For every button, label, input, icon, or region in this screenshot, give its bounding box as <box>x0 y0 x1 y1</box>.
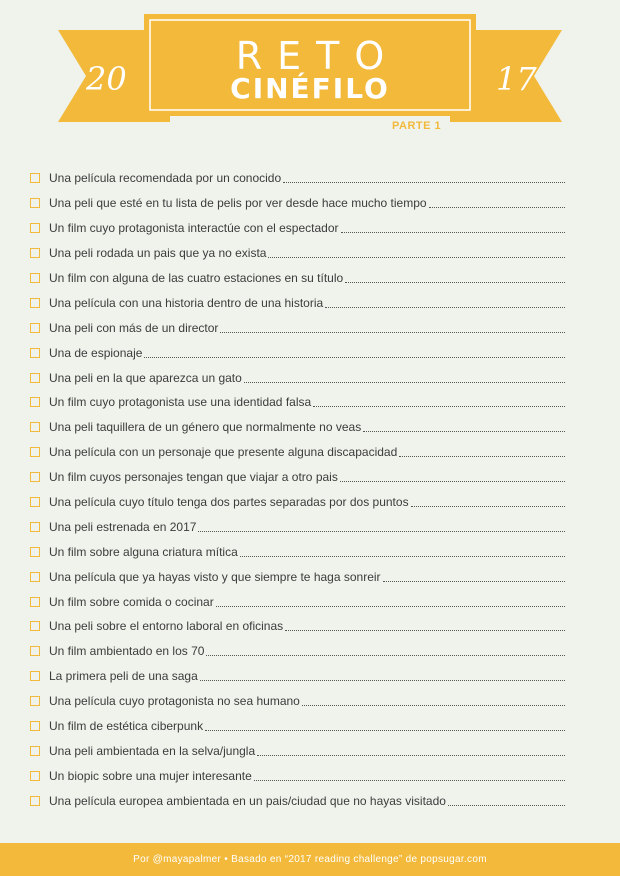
checklist-item <box>30 415 565 440</box>
dotted-leader <box>341 231 566 233</box>
checklist-item <box>30 689 565 714</box>
dotted-leader <box>448 804 565 806</box>
dotted-leader <box>302 704 565 706</box>
part-label: PARTE 1 <box>392 120 442 132</box>
checklist-item-label: Una película europea ambientada en un pais/ciudad que no hayas visitado <box>49 793 446 808</box>
dotted-leader <box>383 580 565 582</box>
checkbox[interactable] <box>30 298 40 308</box>
checklist-item-label: La primera peli de una saga <box>49 669 198 684</box>
checkbox[interactable] <box>30 173 40 183</box>
dotted-leader <box>429 206 565 208</box>
checklist-item <box>30 290 565 315</box>
checkbox[interactable] <box>30 198 40 208</box>
checklist-item <box>30 490 565 515</box>
checklist-item-label: Una película que ya hayas visto y que siempre te haga sonreir <box>49 569 381 584</box>
checkbox[interactable] <box>30 522 40 532</box>
checklist-item <box>30 465 565 490</box>
checkbox[interactable] <box>30 373 40 383</box>
checkbox[interactable] <box>30 348 40 358</box>
checklist-item-label: Un film sobre alguna criatura mítica <box>49 544 238 559</box>
footer-credit: Por @mayapalmer • Basado en “2017 reading challenge” de popsugar.com <box>133 854 487 865</box>
checklist-item-label: Una de espionaje <box>49 345 143 360</box>
checkbox[interactable] <box>30 621 40 631</box>
checkbox[interactable] <box>30 223 40 233</box>
dotted-leader <box>313 405 565 407</box>
checklist-item <box>30 266 565 291</box>
dotted-leader <box>399 455 565 457</box>
checklist-item-label: Un film con alguna de las cuatro estaciones en su título <box>49 271 344 285</box>
dotted-leader <box>363 430 565 432</box>
dotted-leader <box>268 256 565 258</box>
footer-bar <box>0 843 620 876</box>
checklist-item <box>30 664 565 689</box>
checklist-item-label: Una peli con más de un director <box>49 320 219 335</box>
checklist-item <box>30 166 565 191</box>
checklist-item-label: Una peli ambientada en la selva/jungla <box>49 743 256 758</box>
checklist-item-label: Una peli estrenada en 2017 <box>49 519 197 534</box>
dotted-leader <box>244 381 565 383</box>
checklist-item-label: Una peli taquillera de un género que normalmente no veas <box>49 420 362 435</box>
dotted-leader <box>411 505 565 507</box>
title-cinefilo: CINÉFILO <box>230 72 390 105</box>
checklist-item <box>30 788 565 813</box>
challenge-checklist <box>30 166 565 813</box>
checklist-item-label: Una película con un personaje que presente alguna discapacidad <box>49 445 398 460</box>
dotted-leader <box>205 729 565 731</box>
dotted-leader <box>257 754 565 756</box>
checklist-item <box>30 639 565 664</box>
dotted-leader <box>285 629 565 631</box>
checklist-item-label: Una peli en la que aparezca un gato <box>49 370 242 385</box>
checkbox[interactable] <box>30 646 40 656</box>
checklist-item <box>30 390 565 415</box>
checklist-item-label: Una película cuyo protagonista no sea humano <box>49 694 300 709</box>
checklist-item <box>30 564 565 589</box>
checklist-item-label: Una peli rodada un pais que ya no exista <box>49 246 267 261</box>
checkbox[interactable] <box>30 497 40 507</box>
checklist-item <box>30 763 565 788</box>
checkbox[interactable] <box>30 746 40 756</box>
dotted-leader <box>340 480 565 482</box>
dotted-leader <box>325 306 565 308</box>
checklist-item-label: Un film cuyo protagonista use una identidad falsa <box>49 395 312 410</box>
checkbox[interactable] <box>30 696 40 706</box>
checkbox[interactable] <box>30 771 40 781</box>
dotted-leader <box>144 356 565 358</box>
year-left: 20 <box>86 60 127 98</box>
checkbox[interactable] <box>30 447 40 457</box>
checklist-item-label: Una peli sobre el entorno laboral en oficinas <box>49 619 284 634</box>
checklist-item-label: Un film ambientado en los 70 <box>49 644 205 659</box>
checklist-item <box>30 614 565 639</box>
checklist-item-label: Un film cuyo protagonista interactúe con el espectador <box>49 221 339 236</box>
dotted-leader <box>345 281 565 283</box>
checkbox[interactable] <box>30 397 40 407</box>
checklist-item-label: Una película cuyo título tenga dos partes separadas por dos puntos <box>49 495 409 510</box>
checklist-item <box>30 340 565 365</box>
dotted-leader <box>254 779 565 781</box>
checklist-item <box>30 315 565 340</box>
checkbox[interactable] <box>30 671 40 681</box>
year-right: 17 <box>496 60 537 98</box>
checklist-item <box>30 514 565 539</box>
checklist-item <box>30 738 565 763</box>
checklist-item-label: Un biopic sobre una mujer interesante <box>49 768 252 783</box>
checklist-item <box>30 589 565 614</box>
checklist-item-label: Un film sobre comida o cocinar <box>49 594 214 609</box>
dotted-leader <box>240 555 565 557</box>
checklist-item <box>30 714 565 739</box>
checkbox[interactable] <box>30 796 40 806</box>
checkbox[interactable] <box>30 422 40 432</box>
dotted-leader <box>283 181 565 183</box>
checklist-item <box>30 191 565 216</box>
checkbox[interactable] <box>30 597 40 607</box>
title-reto: RETO <box>235 34 400 78</box>
dotted-leader <box>200 679 565 681</box>
checkbox[interactable] <box>30 273 40 283</box>
checkbox[interactable] <box>30 472 40 482</box>
checklist-item <box>30 241 565 266</box>
checkbox[interactable] <box>30 323 40 333</box>
dotted-leader <box>216 605 565 607</box>
checkbox[interactable] <box>30 721 40 731</box>
checklist-item-label: Un film de estética ciberpunk <box>49 719 204 734</box>
checkbox[interactable] <box>30 572 40 582</box>
checklist-item <box>30 365 565 390</box>
checklist-item <box>30 216 565 241</box>
checklist-item-label: Una película recomendada por un conocido <box>49 171 282 186</box>
dotted-leader <box>198 530 565 532</box>
checkbox[interactable] <box>30 248 40 258</box>
dotted-leader <box>206 654 565 656</box>
checklist-item-label: Una peli que esté en tu lista de pelis por ver desde hace mucho tiempo <box>49 196 427 211</box>
dotted-leader <box>220 331 565 333</box>
checklist-item-label: Un film cuyos personajes tengan que viajar a otro pais <box>49 470 338 485</box>
checklist-item <box>30 539 565 564</box>
checkbox[interactable] <box>30 547 40 557</box>
checklist-item <box>30 440 565 465</box>
checklist-item-label: Una película con una historia dentro de una historia <box>49 295 324 310</box>
